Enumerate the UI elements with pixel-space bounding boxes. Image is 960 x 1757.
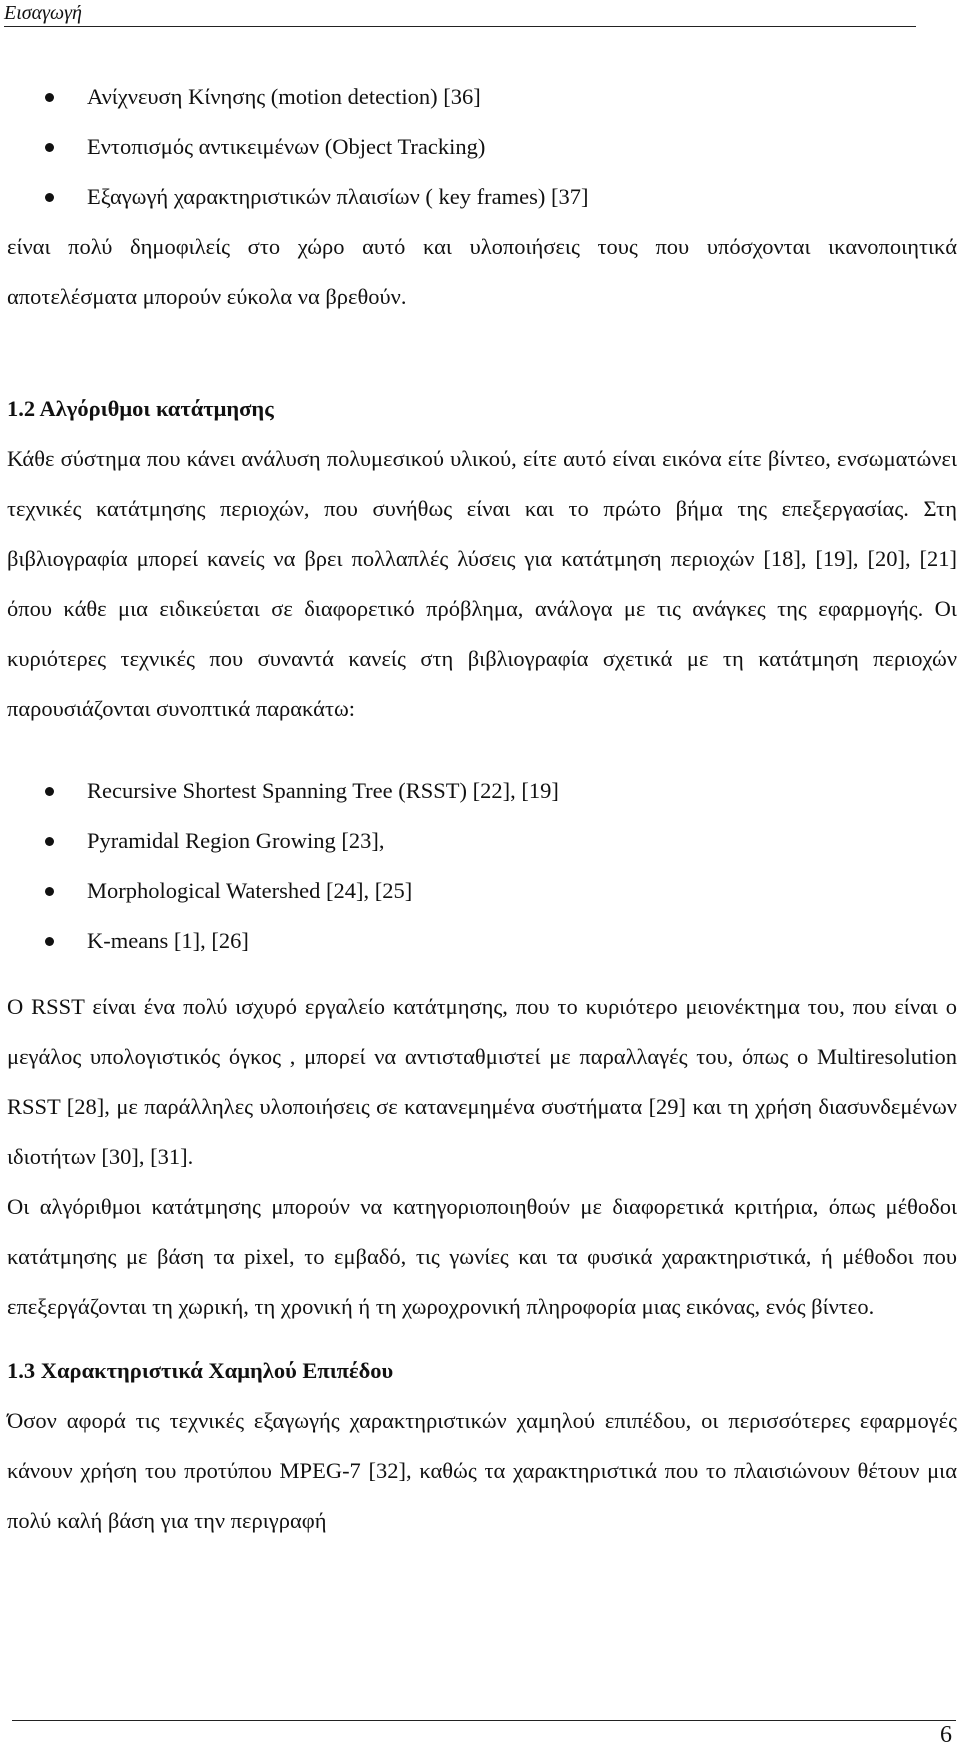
segmentation-paragraph: Κάθε σύστημα που κάνει ανάλυση πολυμεσικού υλικού, είτε αυτό είναι εικόνα είτε βίντεο, ενσωματώνει τεχνικές κατάτμησης περιοχών, που συνήθως είναι και το πρώτο βήμα της επεξεργασίας. Στη βιβλιογραφία μπορεί κανείς να βρει πολλαπλές λύσεις για κατάτμηση περιοχών [18], [19], [20], [21] όπου κάθε μια ειδικεύεται σε διαφορετικό πρόβλημα, ανάλογα με τις ανάγκες της εφαρμογής. Οι κυριότερες τεχνικές που συναντά κανείς στη βιβλιογραφία σχετικά με τη κατάτμηση περιοχών παρουσιάζονται συνοπτικά παρακάτω: xyxy=(7,446,957,721)
section-heading-1-3: 1.3 Χαρακτηριστικά Χαμηλού Επιπέδου xyxy=(7,1358,394,1383)
top-bullet-list xyxy=(7,72,957,222)
list-item: Pyramidal Region Growing [23], xyxy=(7,816,957,866)
list-item: Morphological Watershed [24], [25] xyxy=(7,866,957,916)
intro-paragraph: είναι πολύ δημοφιλείς στο χώρο αυτό και υλοποιήσεις τους που υπόσχονται ικανοποιητικά αποτελέσματα μπορούν εύκολα να βρεθούν. xyxy=(7,234,957,309)
page-body xyxy=(7,72,957,1546)
list-item: K-means [1], [26] xyxy=(7,916,957,966)
criteria-paragraph: Οι αλγόριθμοι κατάτμησης μπορούν να κατηγοριοποιηθούν με διαφορετικά κριτήρια, όπως μέθοδοι κατάτμησης με βάση τα pixel, το εμβαδό, τις γωνίες και τα φυσικά χαρακτηριστικά, ή μέθοδοι που επεξεργάζονται τη χωρική, τη χρονική ή τη χωροχρονική πληροφορία μιας εικόνας, ενός βίντεο. xyxy=(7,1194,957,1319)
list-item: Ανίχνευση Κίνησης (motion detection) [36] xyxy=(7,72,957,122)
footer-divider xyxy=(12,1720,956,1721)
list-item: Εξαγωγή χαρακτηριστικών πλαισίων ( key frames) [37] xyxy=(7,172,957,222)
list-item: Εντοπισμός αντικειμένων (Object Tracking) xyxy=(7,122,957,172)
list-item: Recursive Shortest Spanning Tree (RSST) [22], [19] xyxy=(7,766,957,816)
section-heading-1-2: 1.2 Αλγόριθμοι κατάτμησης xyxy=(7,396,274,421)
page-number: 6 xyxy=(940,1722,952,1748)
rsst-paragraph: Ο RSST είναι ένα πολύ ισχυρό εργαλείο κατάτμησης, που το κυριότερο μειονέκτημα του, που είναι ο μεγάλος υπολογιστικός όγκος , μπορεί να αντισταθμιστεί με παραλλαγές του, όπως ο Multiresolution RSST [28], με παράλληλες υλοποιήσεις σε κατανεμημένα συστήματα [29] και τη χρήση διασυνδεμένων ιδιοτήτων [30], [31]. xyxy=(7,994,957,1169)
low-level-features-paragraph: Όσον αφορά τις τεχνικές εξαγωγής χαρακτηριστικών χαμηλού επιπέδου, οι περισσότερες εφαρμογές κάνουν χρήση του προτύπου MPEG-7 [32], καθώς τα χαρακτηριστικά που το πλαισιώνουν θέτουν μια πολύ καλή βάση για την περιγραφή xyxy=(7,1408,957,1533)
segmentation-bullet-list xyxy=(7,766,957,966)
running-header: Εισαγωγή xyxy=(4,0,916,27)
